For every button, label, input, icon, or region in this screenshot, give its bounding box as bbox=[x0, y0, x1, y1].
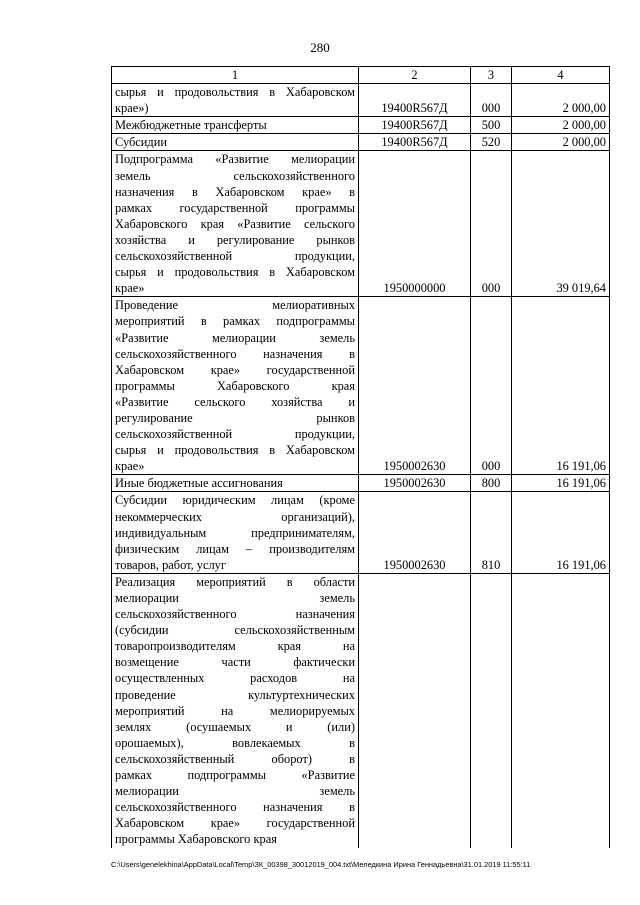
row-name bbox=[112, 573, 359, 847]
row-amount: 16 191,06 bbox=[512, 297, 610, 475]
row-name-line: сырья и продовольствия в Хабаровском bbox=[115, 443, 355, 458]
row-name-line: «Развитие мелиорации земель bbox=[115, 330, 355, 345]
row-name-line: орошаемых), вовлекаемых в bbox=[115, 735, 355, 750]
row-name-line: земель сельскохозяйственного bbox=[115, 168, 355, 183]
row-expense-type: 000 bbox=[471, 297, 512, 475]
row-name-line: землях (осушаемых и (или) bbox=[115, 719, 355, 734]
row-name-line: сельскохозяйственного назначения в bbox=[115, 800, 355, 815]
row-target-code: 1950002630 bbox=[359, 297, 471, 475]
row-expense-type: 800 bbox=[471, 475, 512, 492]
row-name-line: товаропроизводителям края на bbox=[115, 639, 355, 654]
row-name-line: сельскохозяйственной продукции, bbox=[115, 249, 355, 264]
table-header-row bbox=[112, 67, 610, 84]
row-name-line: (субсидии сельскохозяйственным bbox=[115, 623, 355, 638]
row-name-line: сырья и продовольствия в Хабаровском bbox=[115, 265, 355, 280]
row-name-line: рамках подпрограммы «Развитие bbox=[115, 768, 355, 783]
row-name-line: Хабаровском крае» государственной bbox=[115, 816, 355, 831]
row-amount: 2 000,00 bbox=[512, 84, 610, 117]
row-amount: 2 000,00 bbox=[512, 117, 610, 134]
row-name bbox=[112, 84, 359, 117]
row-name-line: крае») bbox=[115, 101, 149, 116]
table-row bbox=[112, 492, 610, 573]
row-target-code: 1950002630 bbox=[359, 492, 471, 573]
row-expense-type: 000 bbox=[471, 151, 512, 297]
row-expense-type bbox=[471, 573, 512, 847]
row-name-line: программы Хабаровского края bbox=[115, 832, 277, 847]
row-name-line: некоммерческих организаций), bbox=[115, 509, 355, 524]
row-target-code: 19400R567Д bbox=[359, 117, 471, 134]
table-row bbox=[112, 475, 610, 492]
table-row bbox=[112, 117, 610, 134]
row-amount: 16 191,06 bbox=[512, 492, 610, 573]
row-name-line: сельскохозяйственного назначения bbox=[115, 607, 355, 622]
row-name-line: проведение культуртехнических bbox=[115, 687, 355, 702]
row-amount: 39 019,64 bbox=[512, 151, 610, 297]
row-name bbox=[112, 117, 359, 134]
row-amount bbox=[512, 573, 610, 847]
page-number: 280 bbox=[310, 40, 330, 55]
row-name-line: мероприятий в рамках подпрограммы bbox=[115, 314, 355, 329]
row-amount: 2 000,00 bbox=[512, 134, 610, 151]
row-name-line: Подпрограмма «Развитие мелиорации bbox=[115, 152, 355, 167]
row-name bbox=[112, 492, 359, 573]
row-name-line: хозяйства и регулирование рынков bbox=[115, 232, 355, 247]
row-expense-type: 500 bbox=[471, 117, 512, 134]
row-name-line: Субсидии bbox=[115, 135, 167, 150]
row-name-line: крае» bbox=[115, 281, 145, 296]
table-row bbox=[112, 297, 610, 475]
row-name-line: сельскохозяйственного назначения в bbox=[115, 346, 355, 361]
row-name bbox=[112, 134, 359, 151]
row-name-line: мелиорации земель bbox=[115, 591, 355, 605]
row-name-line: «Развитие сельского хозяйства и bbox=[115, 394, 355, 409]
row-expense-type: 520 bbox=[471, 134, 512, 151]
row-target-code: 1950000000 bbox=[359, 151, 471, 297]
row-target-code: 19400R567Д bbox=[359, 84, 471, 117]
row-name-line: сельскохозяйственной продукции, bbox=[115, 427, 355, 442]
row-target-code bbox=[359, 573, 471, 847]
row-name-line: рамках государственной программы bbox=[115, 200, 355, 215]
row-name-line: мероприятий на мелиорируемых bbox=[115, 703, 355, 718]
row-target-code: 1950002630 bbox=[359, 475, 471, 492]
row-name-line: Хабаровского края «Развитие сельского bbox=[115, 216, 355, 231]
row-name-line: Проведение мелиоративных bbox=[115, 298, 355, 313]
row-name-line: Межбюджетные трансферты bbox=[115, 118, 267, 133]
row-name-line: назначения в Хабаровском крае» в bbox=[115, 184, 355, 199]
file-path-footer: C:\Users\genelekhina\AppData\Local\Temp\ЗК_00398_30012019_004.txt\Меледкина Ирина Геннадьевна\31.01.2019 11:55:11 bbox=[111, 860, 531, 869]
row-target-code: 19400R567Д bbox=[359, 134, 471, 151]
row-name-line: Хабаровском крае» государственной bbox=[115, 362, 355, 377]
budget-table bbox=[111, 66, 610, 848]
table-row bbox=[112, 84, 610, 117]
row-name-line: программы Хабаровского края bbox=[115, 378, 355, 393]
row-name-line: сельскохозяйственный оборот) в bbox=[115, 751, 355, 766]
row-name-line: индивидуальным предпринимателям, bbox=[115, 525, 355, 540]
row-name-line: физическим лицам – производителям bbox=[115, 541, 355, 556]
row-name-line: крае» bbox=[115, 459, 145, 474]
row-expense-type: 000 bbox=[471, 84, 512, 117]
table-row bbox=[112, 134, 610, 151]
row-amount: 16 191,06 bbox=[512, 475, 610, 492]
header-col-2: 2 bbox=[359, 67, 471, 84]
row-name bbox=[112, 475, 359, 492]
header-col-1: 1 bbox=[112, 67, 359, 84]
row-expense-type: 810 bbox=[471, 492, 512, 573]
row-name-line: мелиорации земель bbox=[115, 784, 355, 799]
row-name-line: Реализация мероприятий в области bbox=[115, 574, 355, 589]
row-name-line: Иные бюджетные ассигнования bbox=[115, 476, 283, 491]
header-col-4: 4 bbox=[512, 67, 610, 84]
row-name-line: регулирование рынков bbox=[115, 410, 355, 425]
row-name-line: осуществленных расходов на bbox=[115, 671, 355, 686]
row-name-line: возмещение части фактически bbox=[115, 655, 355, 670]
row-name-line: сырья и продовольствия в Хабаровском bbox=[115, 85, 355, 100]
table-row bbox=[112, 151, 610, 297]
table-row-continued bbox=[112, 573, 610, 847]
row-name-line: товаров, работ, услуг bbox=[115, 557, 226, 572]
row-name-line: Субсидии юридическим лицам (кроме bbox=[115, 493, 355, 508]
row-name bbox=[112, 297, 359, 475]
row-name bbox=[112, 151, 359, 297]
header-col-3: 3 bbox=[471, 67, 512, 84]
